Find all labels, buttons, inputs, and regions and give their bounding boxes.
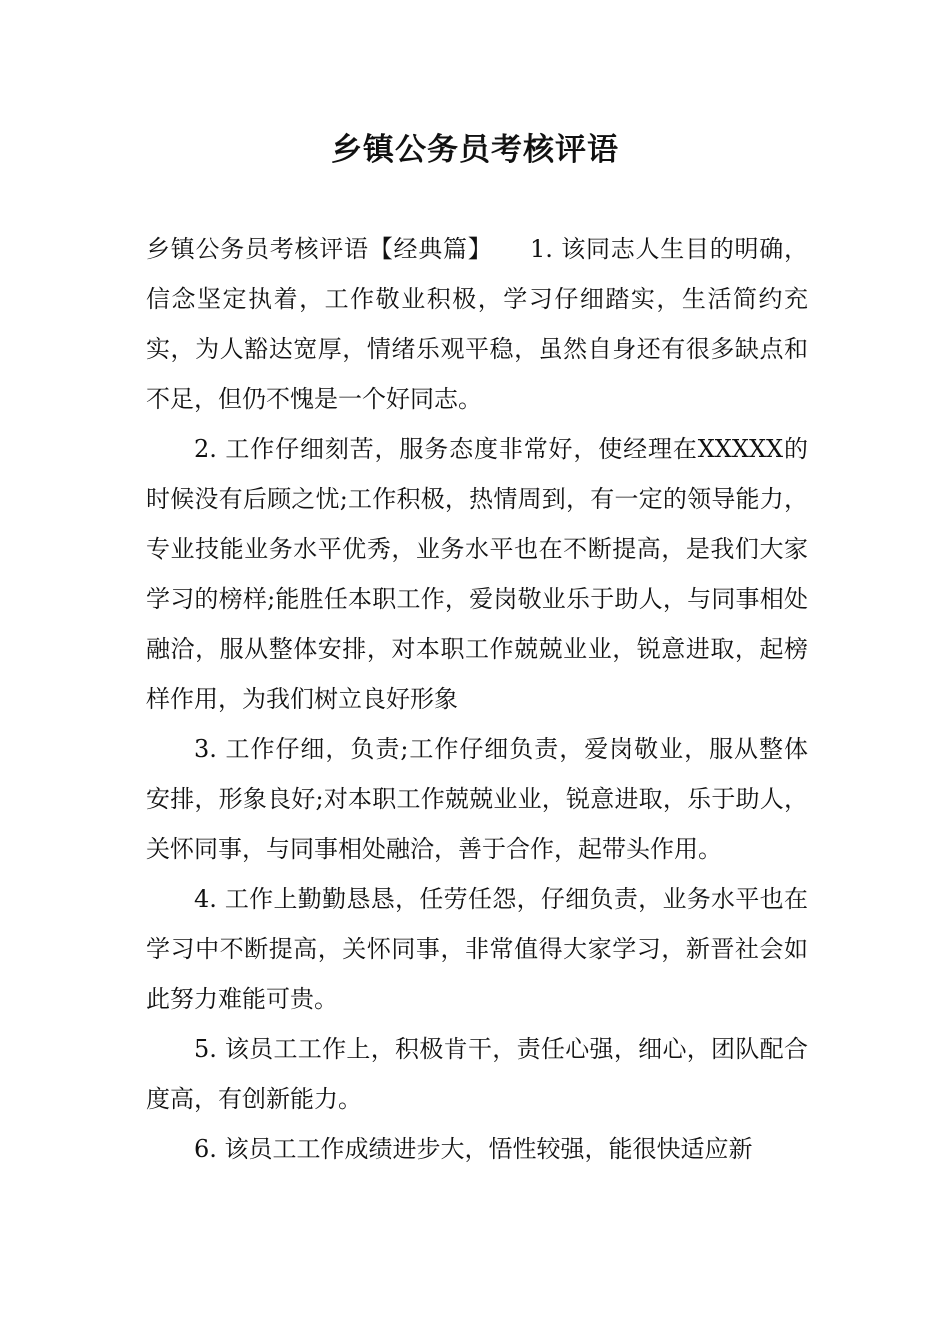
- document-title: 乡镇公务员考核评语: [331, 132, 619, 168]
- paragraph-intro-item-1: 乡镇公务员考核评语【经典篇】 1. 该同志人生目的明确，信念坚定执着，工作敬业积极，学习仔细踏实，生活简约充实，为人豁达宽厚，情绪乐观平稳，虽然自身还有很多缺点和不足，但仍不愧是一个好同志。: [146, 235, 808, 413]
- paragraph-item-6: 6. 该员工工作成绩进步大，悟性较强，能很快适应新: [194, 1135, 753, 1163]
- paragraph-item-4: 4. 工作上勤勤恳恳，任劳任怨，仔细负责，业务水平也在学习中不断提高，关怀同事，非常值得大家学习，新晋社会如此努力难能可贵。: [146, 885, 808, 1013]
- document-body: [146, 224, 808, 1174]
- paragraph-item-5: 5. 该员工工作上，积极肯干，责任心强，细心，团队配合度高，有创新能力。: [146, 1035, 808, 1113]
- paragraph-item-2: 2. 工作仔细刻苦，服务态度非常好，使经理在XXXXX的时候没有后顾之忧;工作积极，热情周到，有一定的领导能力，专业技能业务水平优秀，业务水平也在不断提高，是我们大家学习的榜样;能胜任本职工作，爱岗敬业乐于助人，与同事相处融洽，服从整体安排，对本职工作兢兢业业，锐意进取，起榜样作用，为我们树立良好形象: [146, 435, 808, 713]
- paragraph-item-3: 3. 工作仔细，负责;工作仔细负责，爱岗敬业，服从整体安排，形象良好;对本职工作兢兢业业，锐意进取，乐于助人，关怀同事，与同事相处融洽，善于合作，起带头作用。: [146, 735, 808, 863]
